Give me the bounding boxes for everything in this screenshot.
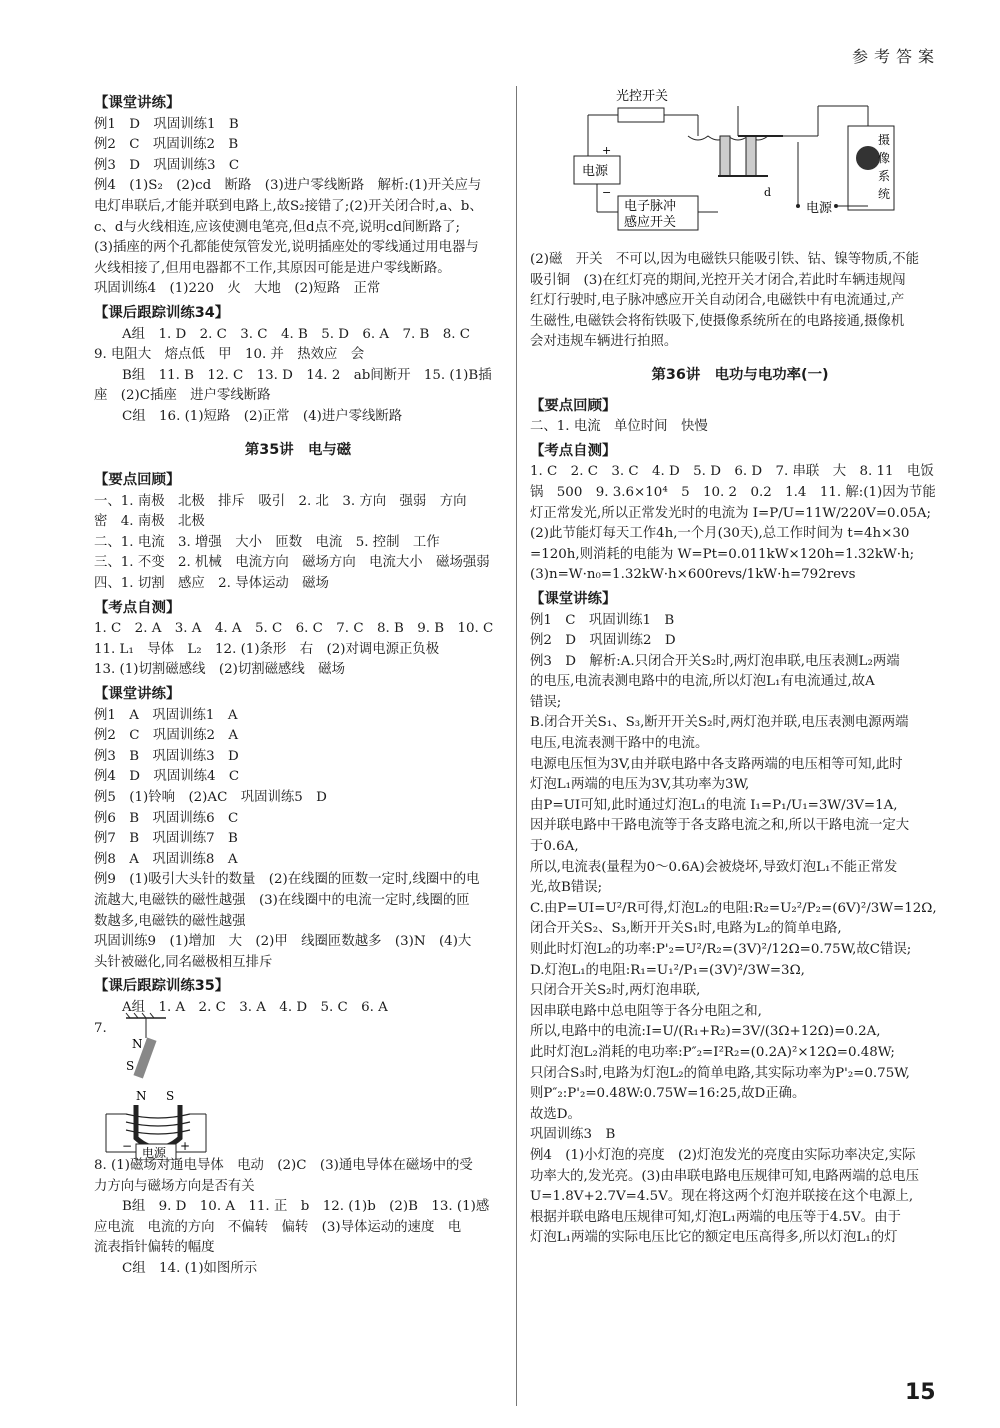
fig7-minus-label: − — [122, 1139, 133, 1153]
minus-label: − — [602, 186, 612, 199]
section-heading: 【考点自测】 — [94, 599, 181, 616]
text-line: 火线相接了,但用电器都不工作,其原因可能是进户零线断路。 — [94, 260, 451, 276]
text-line: 四、1. 切割 感应 2. 导体运动 磁场 — [94, 576, 329, 592]
text-line: 例2 C 巩固训练2 A — [94, 728, 239, 744]
text-line: 二、1. 电流 3. 增强 大小 匝数 电流 5. 控制 工作 — [94, 534, 440, 550]
text-line: 灯泡L₁两端的实际电压比它的额定电压高得多,所以灯泡L₁的灯 — [530, 1230, 898, 1246]
text-line: B组 9. D 10. A 11. 正 b 12. (1)b (2)B 13. (1)感 — [122, 1199, 490, 1215]
text-line: 11. L₁ 导体 L₂ 12. (1)条形 右 (2)对调电源正负极 — [94, 641, 440, 657]
text-line: 灯泡L₁两端的电压为3V,其功率为3W, — [530, 777, 750, 793]
fig7-s-label: S — [126, 1059, 135, 1073]
text-line: 13. (1)切割磁感线 (2)切割磁感线 磁场 — [94, 662, 345, 678]
text-line: 电源电压恒为3V,由并联电路中各支路两端的电压相等可知,此时 — [530, 756, 903, 772]
power-label: 电源 — [582, 164, 609, 179]
text-line: B.闭合开关S₁、S₃,断开开关S₂时,两灯泡并联,电压表测电源两端 — [530, 715, 909, 731]
text-line: 流表指针偏转的幅度 — [94, 1240, 215, 1256]
section-heading: 【考点自测】 — [530, 442, 617, 459]
fig7-s2-label: S — [166, 1089, 175, 1103]
text-line: 例8 A 巩固训练8 A — [94, 851, 238, 867]
text-line: c、d与火线相连,应该使测电笔亮,但d点不亮,说明cd间断路了; — [94, 219, 460, 235]
camera-label-1: 摄 — [878, 133, 891, 147]
text-line: 数越多,电磁铁的磁性越强 — [94, 913, 246, 929]
text-line: (2)此节能灯每天工作4h,一个月(30天),总工作时间为 t=4h×30 — [530, 526, 910, 542]
fig7-n-label: N — [132, 1037, 143, 1051]
text-line: 光,故B错误; — [530, 880, 603, 896]
plus-label: + — [602, 144, 612, 157]
camera-circuit-diagram — [568, 86, 918, 246]
lecture-title: 第36讲 电功与电功率(一) — [651, 366, 829, 383]
text-line: 例3 D 解析:A.只闭合开关S₂时,两灯泡串联,电压表测L₂两端 — [530, 653, 900, 669]
text-line: 电压,电流表测干路中的电流。 — [530, 736, 709, 752]
text-line: 三、1. 不变 2. 机械 电流方向 磁场方向 电流大小 磁场强弱 — [94, 555, 490, 571]
section-heading: 【要点回顾】 — [94, 472, 181, 489]
text-line: 电灯串联后,才能并联到电路上,故S₂接错了;(2)开关闭合时,a、b、 — [94, 198, 483, 214]
section-heading: 【要点回顾】 — [530, 397, 617, 414]
text-line: (3)插座的两个孔都能使氖管发光,说明插座处的零线通过用电器与 — [94, 240, 479, 256]
text-line: =120h,则消耗的电能为 W=Pt=0.011kW×120h=1.32kW·h; — [530, 546, 915, 562]
text-line: U=1.8V+2.7V=4.5V。现在将这两个灯泡并联接在这个电源上, — [530, 1189, 914, 1205]
text-line: A组 1. A 2. C 3. A 4. D 5. C 6. A — [122, 999, 388, 1015]
text-line: 会对违规车辆进行拍照。 — [530, 334, 678, 350]
camera-label-2: 像 — [878, 151, 891, 165]
text-line: 例1 D 巩固训练1 B — [94, 116, 239, 132]
text-line: 由P=UI可知,此时通过灯泡L₁的电流 I₁=P₁/U₁=3W/3V=1A, — [530, 797, 898, 813]
text-line: 功率大的,发光亮。(3)由串联电路电压规律可知,电路两端的总电压 — [530, 1168, 920, 1184]
fig7-electromagnet-diagram — [96, 1010, 226, 1160]
text-line: 例7 B 巩固训练7 B — [94, 831, 238, 847]
text-line: 只闭合开关S₂时,两灯泡串联, — [530, 983, 701, 999]
text-line: 力方向与磁场方向是否有关 — [94, 1178, 255, 1194]
fig7-plus-label: + — [180, 1139, 191, 1153]
text-line: 9. 电阻大 熔点低 甲 10. 并 热效应 会 — [94, 347, 365, 363]
light-switch-label: 光控开关 — [616, 89, 669, 104]
text-line: 头针被磁化,同名磁极相互排斥 — [94, 954, 273, 970]
text-line: 此时灯泡L₂消耗的电功率:P″₂=I²R₂=(0.2A)²×12Ω=0.48W; — [530, 1044, 895, 1060]
camera-label-4: 统 — [878, 187, 891, 201]
text-line: 例1 C 巩固训练1 B — [530, 612, 675, 628]
right-column — [530, 250, 950, 1249]
d-label: d — [764, 186, 772, 199]
left-column — [94, 90, 502, 1039]
text-line: 吸引铜 (3)在红灯亮的期间,光控开关才闭合,若此时车辆违规闯 — [530, 272, 906, 288]
text-line: A组 1. D 2. C 3. C 4. B 5. D 6. A 7. B 8. C — [122, 326, 471, 342]
page-number: 15 — [905, 1380, 936, 1405]
text-line: 所以,电路中的电流:I=U/(R₁+R₂)=3V/(3Ω+12Ω)=0.2A, — [530, 1024, 881, 1040]
fig7-source-label: 电源 — [142, 1146, 167, 1160]
text-line: 闭合开关S₂、S₃,断开开关S₁时,电路为L₂的简单电路, — [530, 921, 842, 937]
text-line: 所以,电流表(量程为0～0.6A)会被烧坏,导致灯泡L₁不能正常发 — [530, 859, 898, 875]
text-line: 红灯行驶时,电子脉冲感应开关自动闭合,电磁铁中有电流通过,产 — [530, 293, 905, 309]
text-line: B组 11. B 12. C 13. D 14. 2 ab间断开 15. (1)B插 — [122, 367, 492, 383]
text-line: 密 4. 南极 北极 — [94, 514, 205, 530]
lecture-title: 第35讲 电与磁 — [244, 441, 352, 458]
text-line: 错误; — [530, 694, 562, 710]
text-line: 一、1. 南极 北极 排斥 吸引 2. 北 3. 方向 强弱 方向 — [94, 493, 467, 509]
section-heading: 【课后跟踪训练35】 — [94, 978, 230, 995]
text-line: 例4 D 巩固训练4 C — [94, 769, 240, 785]
text-line: 例2 D 巩固训练2 D — [530, 633, 676, 649]
text-line: (3)n=W·n₀=1.32kW·h×600revs/1kW·h=792revs — [530, 567, 856, 583]
text-line: 例2 C 巩固训练2 B — [94, 137, 239, 153]
text-line: 因串联电路中总电阻等于各分电阻之和, — [530, 1003, 762, 1019]
power2-label: 电源 — [806, 201, 833, 216]
text-line: 则P″₂:P'₂=0.48W:0.75W=16:25,故D正确。 — [530, 1086, 806, 1102]
text-line: C组 16. (1)短路 (2)正常 (4)进户零线断路 — [122, 408, 403, 424]
section-heading: 【课后跟踪训练34】 — [94, 304, 230, 321]
text-line: 例4 (1)小灯泡的亮度 (2)灯泡发光的亮度由实际功率决定,实际 — [530, 1147, 916, 1163]
text-line: 锅 500 9. 3.6×10⁴ 5 10. 2 0.2 1.4 11. 解:(1)因为节能 — [530, 484, 936, 500]
text-line: 8. (1)磁场对通电导体 电动 (2)C (3)通电导体在磁场中的受 — [94, 1158, 473, 1173]
text-line: 则此时灯泡L₂的功率:P'₂=U²/R₂=(3V)²/12Ω=0.75W,故C错误; — [530, 942, 912, 957]
text-line: 例3 D 巩固训练3 C — [94, 157, 240, 173]
text-line: 例3 B 巩固训练3 D — [94, 748, 239, 764]
text-line: 只闭合S₃时,电路为灯泡L₂的简单电路,其实际功率为P'₂=0.75W, — [530, 1065, 910, 1081]
text-line: 例9 (1)吸引大头针的数量 (2)在线圈的匝数一定时,线圈中的电 — [94, 872, 480, 888]
text-line: 巩固训练4 (1)220 火 大地 (2)短路 正常 — [94, 281, 381, 297]
text-line: 例1 A 巩固训练1 A — [94, 707, 238, 723]
text-line: 二、1. 电流 单位时间 快慢 — [530, 419, 708, 435]
text-line: (2)磁 开关 不可以,因为电磁铁只能吸引铁、钴、镍等物质,不能 — [530, 252, 920, 267]
section-heading: 【课堂讲练】 — [530, 590, 617, 607]
text-line: C组 14. (1)如图所示 — [122, 1260, 258, 1276]
text-line: 于0.6A, — [530, 839, 579, 855]
text-line: 的电压,电流表测电路中的电流,所以灯泡L₁有电流通过,故A — [530, 674, 875, 690]
camera-label-3: 系 — [878, 169, 891, 183]
page-header: 参考答案 — [851, 47, 940, 66]
text-line: 例5 (1)铃响 (2)AC 巩固训练5 D — [94, 790, 327, 805]
column-divider — [516, 86, 517, 1406]
section-heading: 【课堂讲练】 — [94, 686, 181, 703]
text-line: 座 (2)C插座 进户零线断路 — [94, 388, 271, 404]
text-line: 根据并联电路电压规律可知,灯泡L₁两端的电压等于4.5V。由于 — [530, 1209, 901, 1225]
text-line: 1. C 2. A 3. A 4. A 5. C 6. C 7. C 8. B 9. B 10. C — [94, 621, 494, 637]
text-line: 因并联电路中干路电流等于各支路电流之和,所以干路电流一定大 — [530, 818, 910, 834]
text-line: 生磁性,电磁铁会将衔铁吸下,使摄像系统所在的电路接通,摄像机 — [530, 313, 905, 329]
section-heading: 【课堂讲练】 — [94, 95, 181, 111]
text-line: 7. — [94, 1020, 107, 1036]
text-line: 巩固训练3 B — [530, 1127, 616, 1143]
text-line: C.由P=UI=U²/R可得,灯泡L₂的电阻:R₂=U₂²/P₂=(6V)²/3W=12Ω, — [530, 900, 937, 916]
text-line: 1. C 2. C 3. C 4. D 5. D 6. D 7. 串联 大 8. 11 电饭 — [530, 464, 934, 480]
text-line: 应电流 电流的方向 不偏转 偏转 (3)导体运动的速度 电 — [94, 1219, 462, 1235]
text-line: 例4 (1)S₂ (2)cd 断路 (3)进户零线断路 解析:(1)开关应与 — [94, 178, 482, 194]
fig7-n2-label: N — [136, 1089, 147, 1103]
text-line: 灯正常发光,所以正常发光时的电流为 I=P/U=11W/220V=0.05A; — [530, 505, 932, 521]
text-line: D.灯泡L₁的电阻:R₁=U₁²/P₁=(3V)²/3W=3Ω, — [530, 962, 805, 978]
pulse-label-2: 感应开关 — [624, 215, 677, 230]
text-line: 例6 B 巩固训练6 C — [94, 810, 239, 826]
left-column-lower — [94, 1156, 502, 1280]
text-line: 故选D。 — [530, 1106, 581, 1122]
text-line: 巩固训练9 (1)增加 大 (2)甲 线圈匝数越多 (3)N (4)大 — [94, 934, 472, 950]
text-line: 流越大,电磁铁的磁性越强 (3)在线圈中的电流一定时,线圈的匝 — [94, 892, 470, 908]
pulse-label-1: 电子脉冲 — [624, 199, 677, 214]
